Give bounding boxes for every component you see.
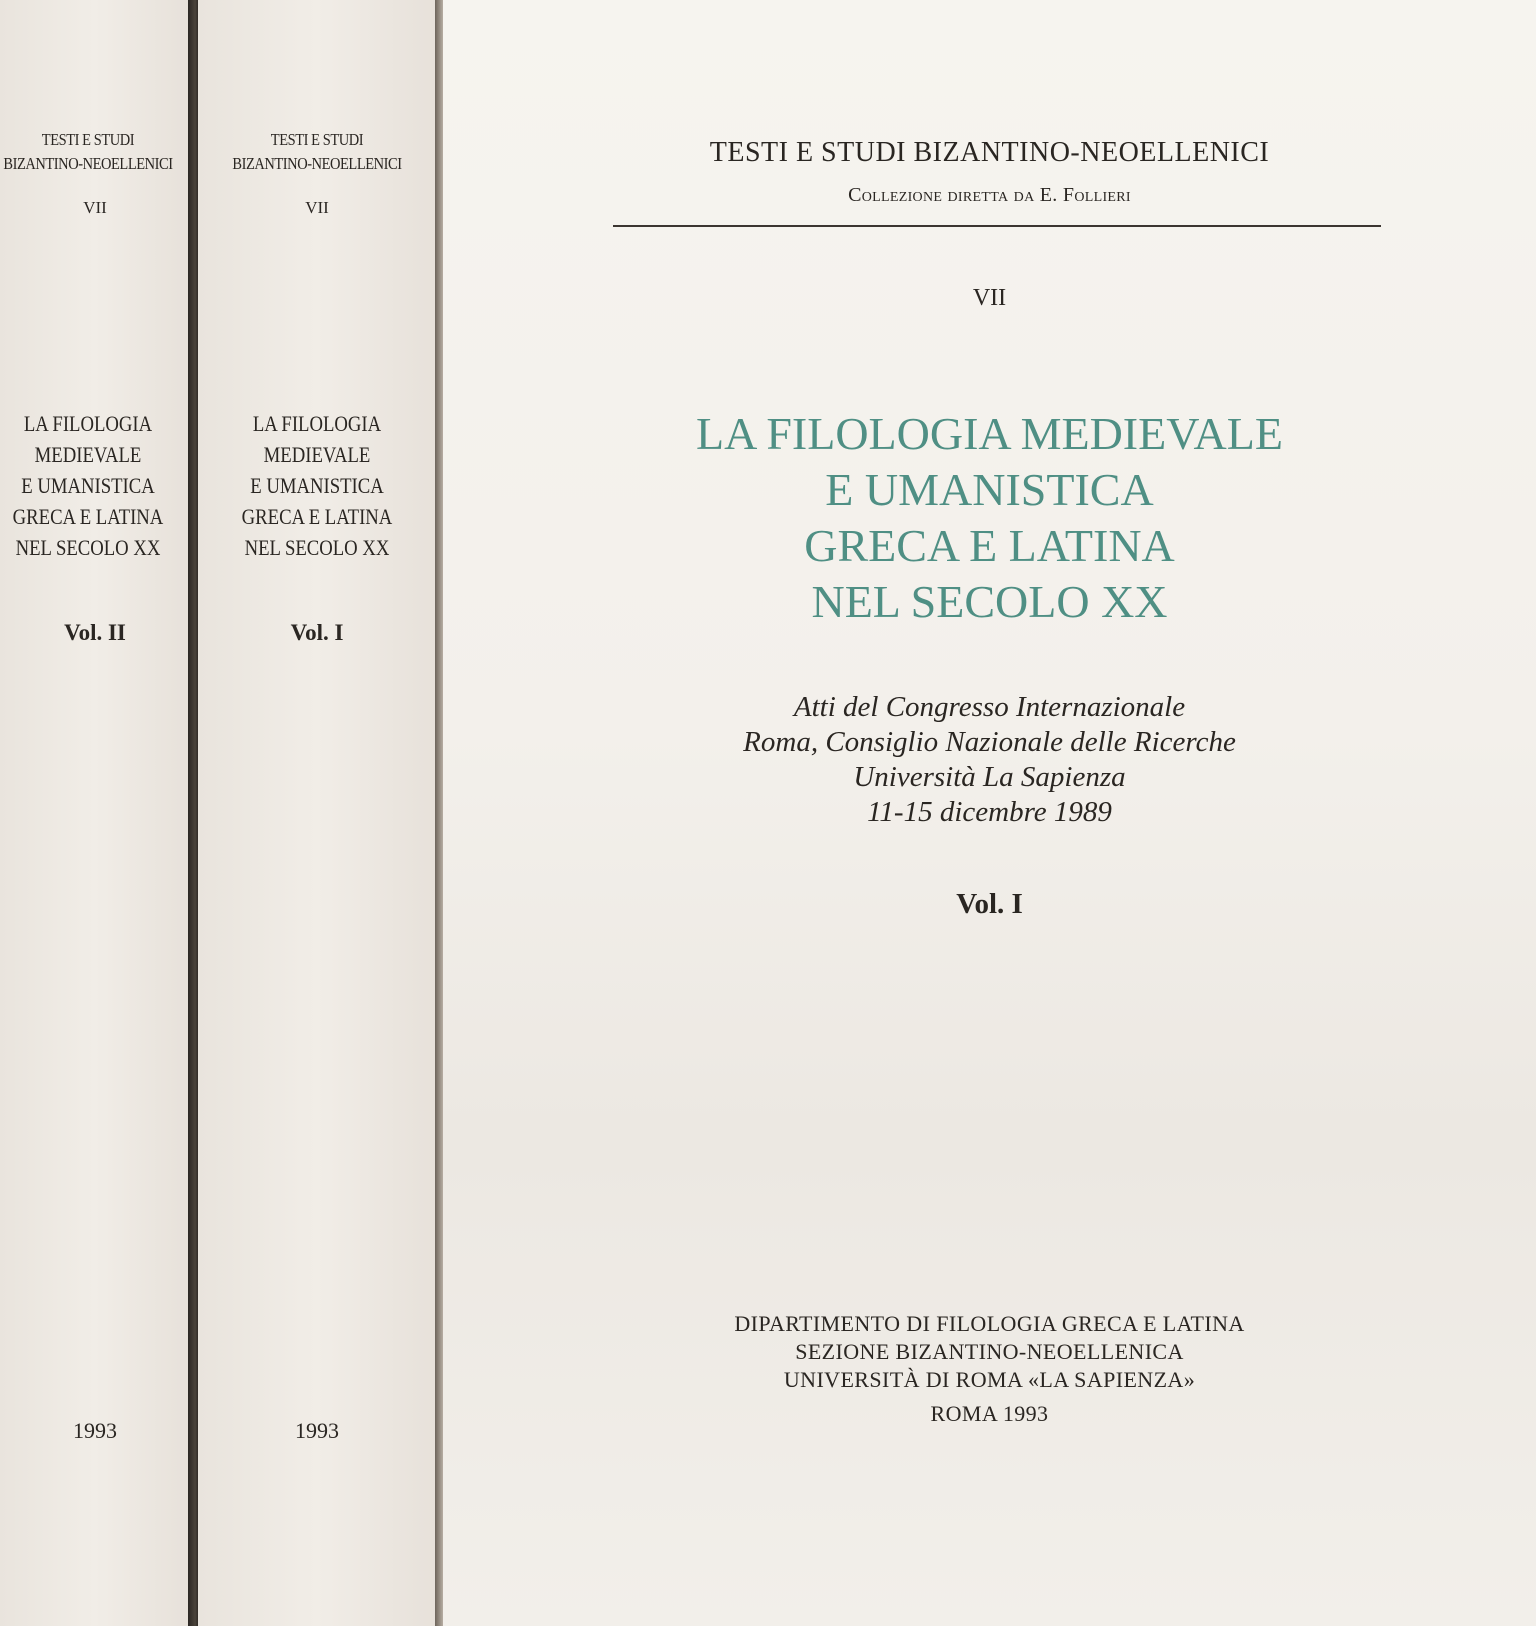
spine-volume: Vol. II: [64, 620, 126, 645]
spine-series-number: VII: [83, 198, 107, 217]
spine-title-line: LA FILOLOGIA: [23, 411, 153, 436]
publisher-line: SEZIONE BIZANTINO-NEOELLENICA: [795, 1339, 1184, 1364]
spine-title: [1, 408, 174, 563]
publisher-block: [443, 1310, 1536, 1428]
proceedings-line: 11-15 dicembre 1989: [867, 796, 1112, 828]
book-spine-vol-1: [198, 0, 436, 1626]
spine-title-line: NEL SECOLO XX: [244, 535, 390, 560]
spine-title: [216, 408, 418, 563]
book-title-line: E UMANISTICA: [825, 464, 1154, 515]
spine-series: [1, 128, 174, 176]
spine-series-line: BIZANTINO-NEOELLENICI: [232, 154, 402, 173]
spine-series-line: TESTI E STUDI: [270, 130, 364, 149]
spine-title-line: MEDIEVALE: [263, 442, 371, 467]
proceedings-line: Roma, Consiglio Nazionale delle Ricerche: [743, 726, 1236, 758]
spine-series-line: TESTI E STUDI: [41, 130, 135, 149]
spine-year: 1993: [295, 1418, 339, 1443]
book-spine-vol-2: [0, 0, 190, 1626]
spine-year: 1993: [73, 1418, 117, 1443]
spine-title-line: GRECA E LATINA: [241, 504, 393, 529]
proceedings-line: Atti del Congresso Internazionale: [793, 691, 1186, 723]
publisher-line: UNIVERSITÀ DI ROMA «LA SAPIENZA»: [783, 1367, 1196, 1392]
series-number: VII: [972, 285, 1007, 311]
book-title-line: NEL SECOLO XX: [811, 576, 1168, 627]
spine-title-line: GRECA E LATINA: [12, 504, 164, 529]
publication-city-year: ROMA 1993: [930, 1401, 1049, 1426]
spine-title-line: E UMANISTICA: [21, 473, 155, 498]
spine-title-line: LA FILOLOGIA: [252, 411, 382, 436]
publisher-line: DIPARTIMENTO DI FILOLOGIA GRECA E LATINA: [734, 1311, 1245, 1336]
collection-editor: Collezione diretta da E. Follieri: [848, 184, 1131, 206]
spine-series: [216, 128, 418, 176]
book-title-line: LA FILOLOGIA MEDIEVALE: [696, 408, 1283, 459]
book-title-line: GRECA E LATINA: [804, 520, 1175, 571]
spine-title-line: MEDIEVALE: [34, 442, 142, 467]
spine-series-line: BIZANTINO-NEOELLENICI: [3, 154, 173, 173]
book-title: [443, 406, 1536, 630]
series-title: TESTI E STUDI BIZANTINO-NEOELLENICI: [709, 137, 1270, 168]
spine-title-line: E UMANISTICA: [250, 473, 384, 498]
spine-volume: Vol. I: [290, 620, 344, 645]
divider-rule: [613, 225, 1381, 227]
spine-series-number: VII: [305, 198, 329, 217]
volume-label: Vol. I: [956, 888, 1023, 920]
title-page: [443, 0, 1536, 1626]
page-edge-shadow: [435, 0, 443, 1626]
proceedings-info: [443, 690, 1536, 830]
proceedings-line: Università La Sapienza: [853, 761, 1126, 793]
spine-title-line: NEL SECOLO XX: [15, 535, 161, 560]
